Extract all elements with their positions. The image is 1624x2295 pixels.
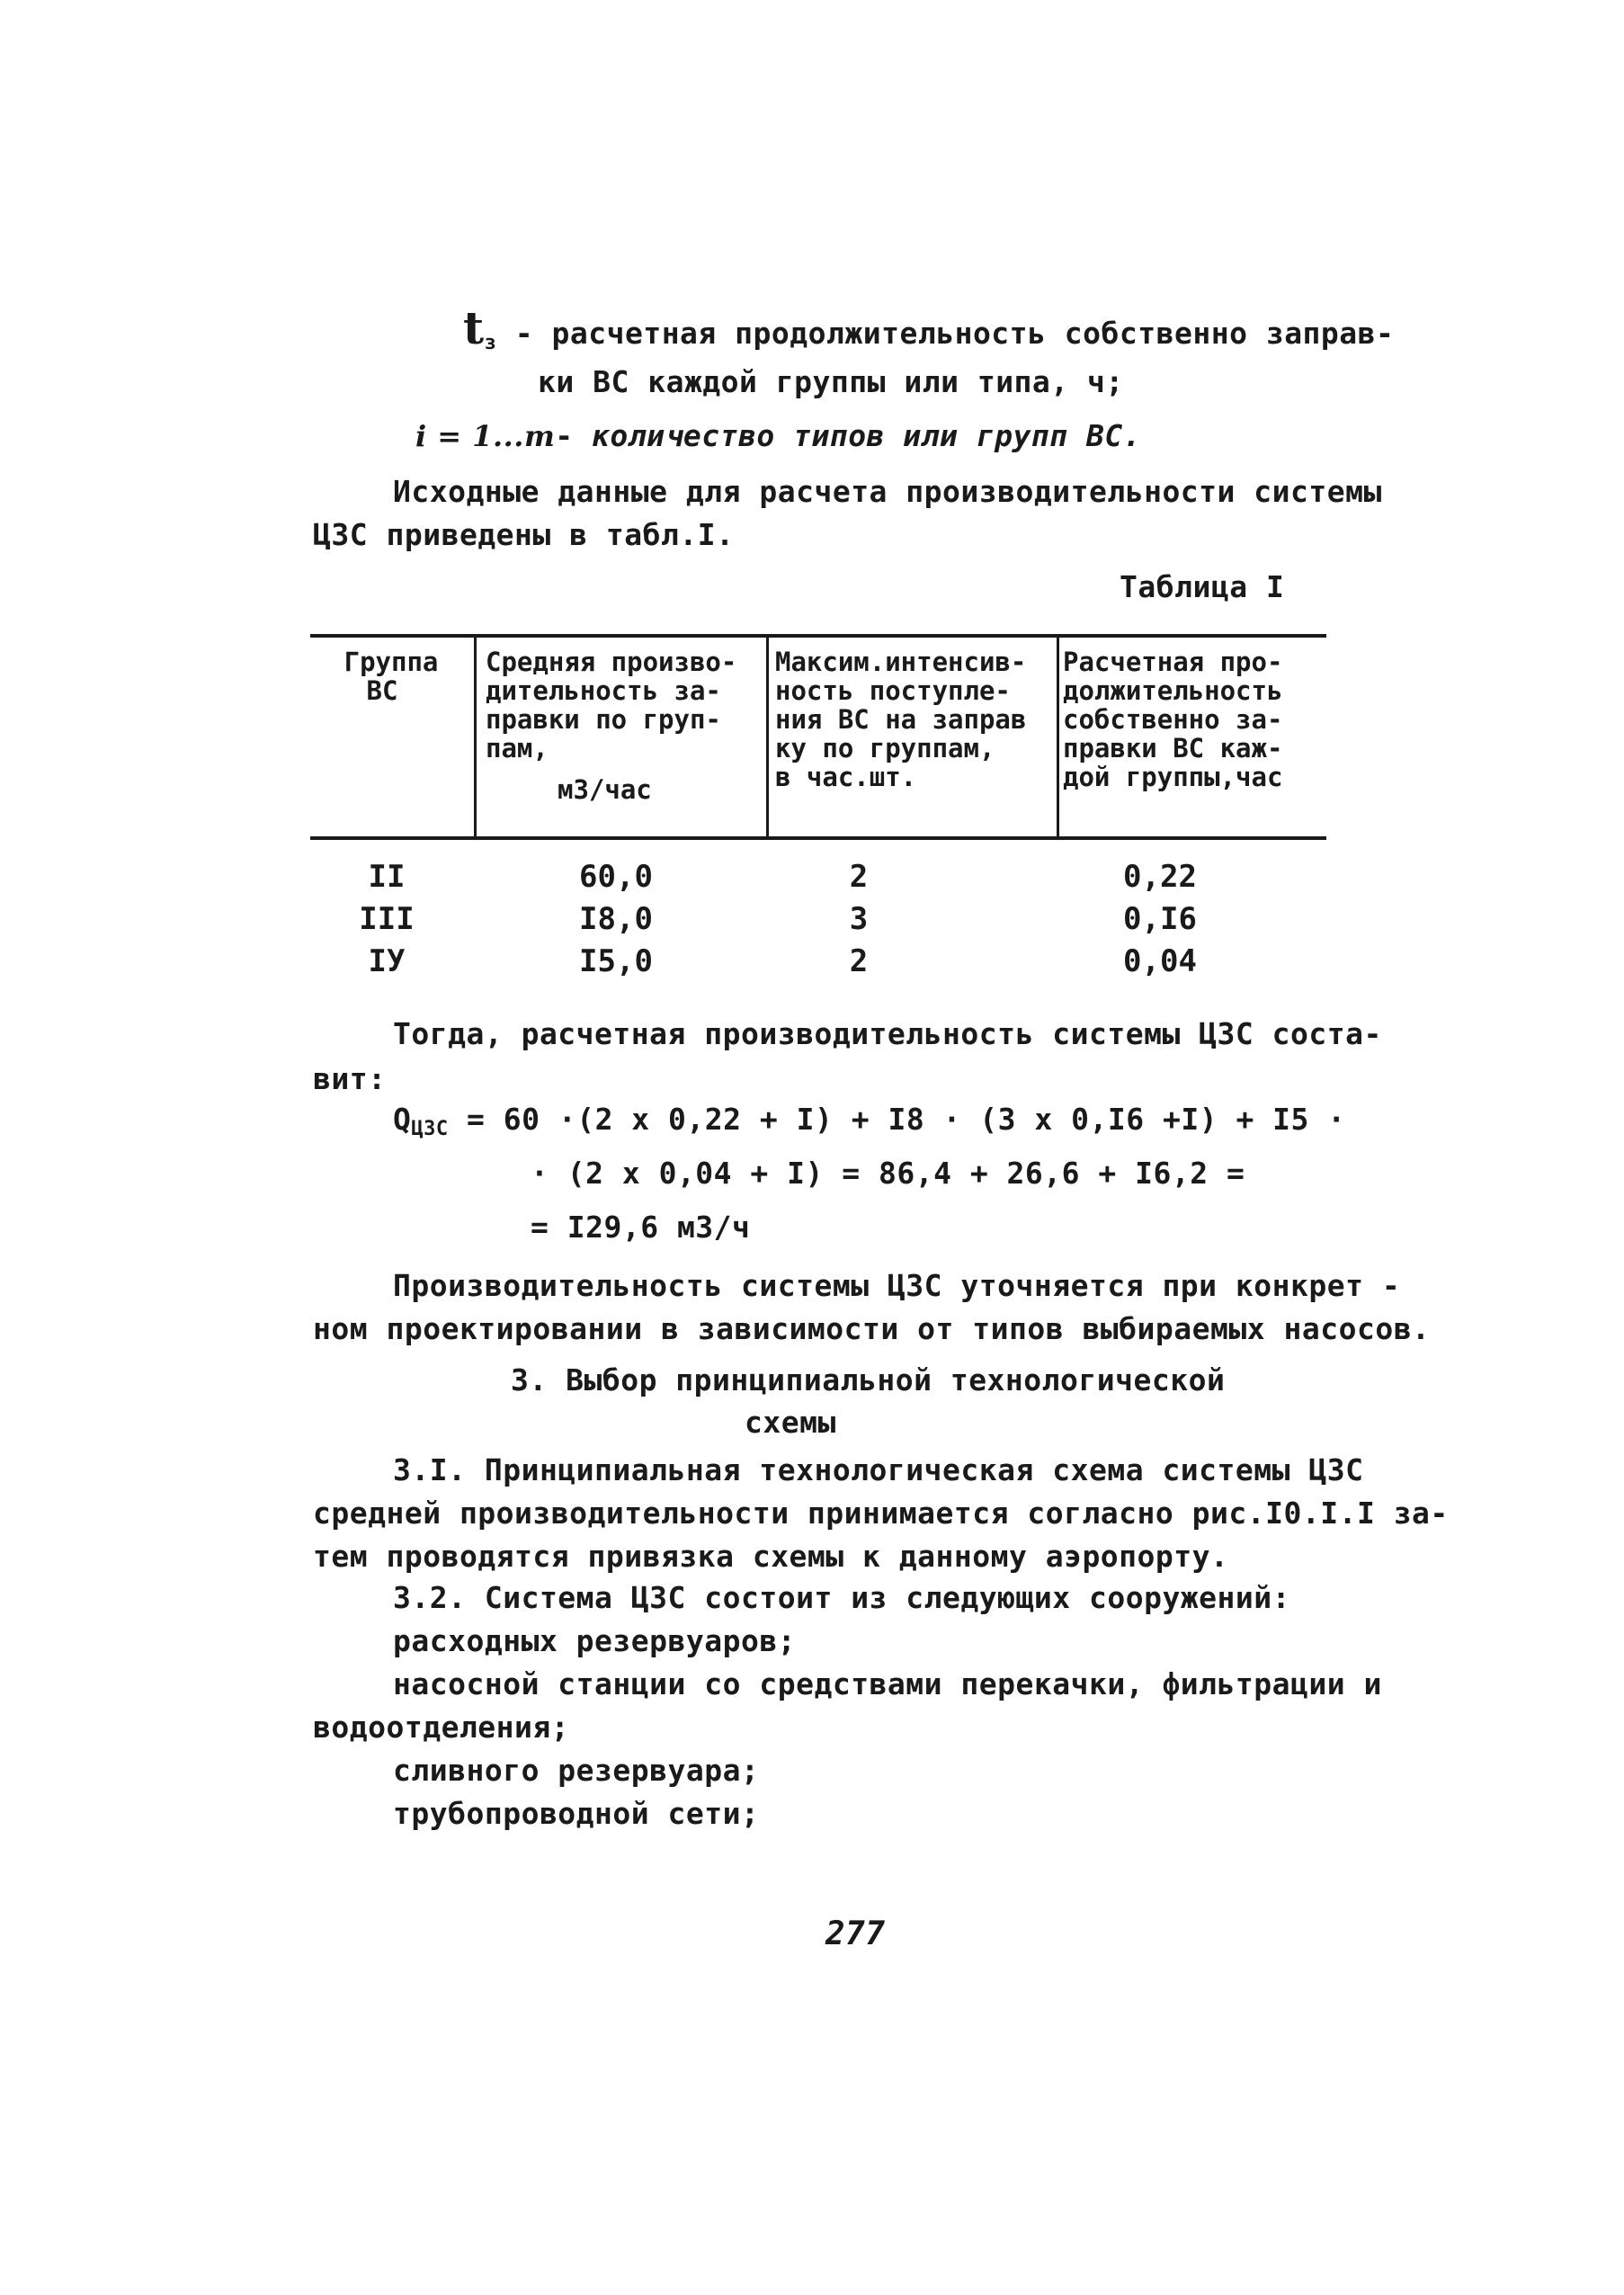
calc-line-1: Тогда, расчетная производительность системы ЦЗС соста- <box>393 1016 1382 1051</box>
table-top-rule <box>310 634 1326 638</box>
table-caption: Таблица I <box>1120 569 1285 604</box>
equation-line-3: = I29,6 м3/ч <box>531 1210 751 1245</box>
list-item: трубопроводной сети; <box>393 1796 760 1831</box>
definition-i-text: количество типов или групп ВС. <box>592 418 1142 453</box>
calc-line-2: вит: <box>313 1061 387 1096</box>
equation-line-2: · (2 х 0,04 + I) = 86,4 + 26,6 + I6,2 = <box>531 1156 1245 1191</box>
list-item: расходных резервуаров; <box>393 1623 797 1658</box>
note-line-1: Производительность системы ЦЗС уточняется при конкрет - <box>393 1268 1401 1303</box>
symbol-t: t <box>463 301 485 354</box>
table-col-divider-2 <box>766 637 769 836</box>
q-symbol: Q <box>393 1102 412 1137</box>
note-line-2: ном проектировании в зависимости от типов выбираемых насосов. <box>313 1311 1431 1346</box>
header-unit: м3/час <box>558 774 652 805</box>
definition-t3-text-1: расчетная продолжительность собственно заправ- <box>551 316 1395 351</box>
header-max-intensity: Максим.интенсив- ность поступле- ния ВС на заправ ку по группам, в час.шт. <box>775 647 1027 792</box>
section-title-1: 3. Выбор принципиальной технологической <box>511 1362 1226 1398</box>
para-3-1-line-2: средней производительности принимается согласно рис.I0.I.I за- <box>313 1496 1449 1531</box>
intro-line-2: ЦЗС приведены в табл.I. <box>313 517 735 552</box>
list-item: сливного резервуара; <box>393 1753 760 1788</box>
equation-line-1: QЦЗС = 60 ·(2 х 0,22 + I) + I8 · (3 х 0,I6 +I) + I5 · <box>393 1102 1346 1140</box>
table-header-rule <box>310 836 1326 840</box>
header-avg-performance: Средняя произво- дительность за- правки по груп- пам, м3/час <box>486 647 764 804</box>
para-3-1-line-1: 3.I. Принципиальная технологическая схема системы ЦЗС <box>393 1452 1364 1487</box>
list-item: водоотделения; <box>313 1710 570 1745</box>
table-col-divider-3 <box>1057 637 1059 836</box>
table-col-divider-1 <box>474 637 477 836</box>
definition-t3: tз - расчетная продолжительность собственно заправ- <box>463 301 1395 354</box>
page-number: 277 <box>825 1915 886 1952</box>
intro-line-1: Исходные данные для расчета производительности системы <box>393 474 1382 509</box>
symbol-i-range: i = 1...m <box>415 419 556 453</box>
header-duration: Расчетная про- должительность собственно за- правки ВС каж- дой группы,час <box>1063 647 1283 792</box>
para-3-1-line-3: тем проводятся привязка схемы к данному аэропорту. <box>313 1539 1229 1574</box>
definition-t3-text-2: ки ВС каждой группы или типа, ч; <box>538 364 1124 399</box>
q-subscript: ЦЗС <box>411 1118 449 1140</box>
definition-i: i = 1...m- количество типов или групп ВС. <box>415 418 1142 453</box>
para-3-2-line-1: 3.2. Система ЦЗС состоит из следующих сооружений: <box>393 1580 1291 1615</box>
header-group: Группа ВС <box>344 647 439 706</box>
section-title-2: схемы <box>745 1405 836 1440</box>
list-item: насосной станции со средствами перекачки, фильтрации и <box>393 1666 1382 1701</box>
